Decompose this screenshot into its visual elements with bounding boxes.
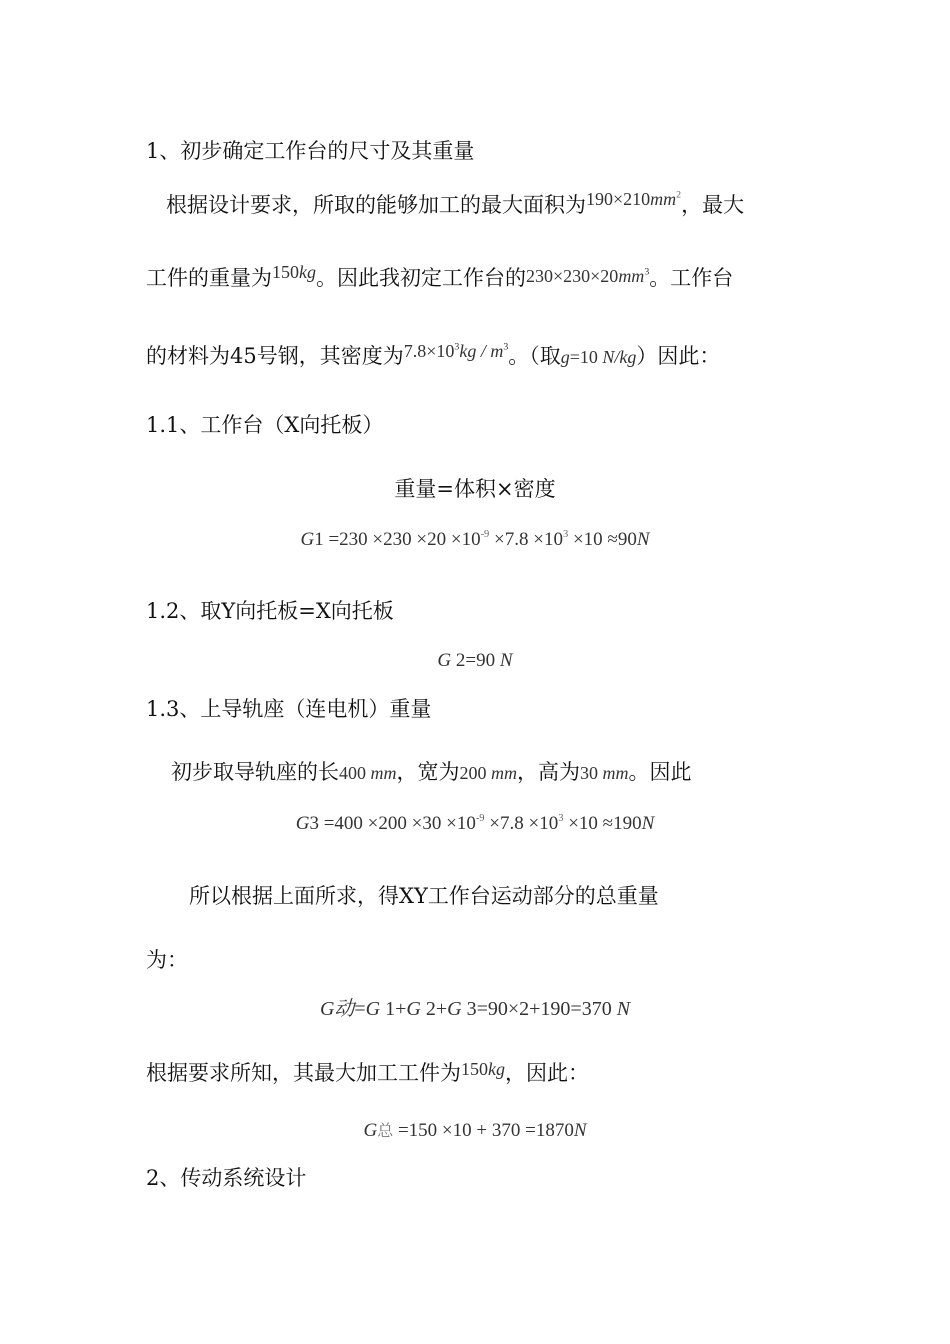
g-zong-symbol: G bbox=[363, 1120, 378, 1141]
g-dong-term-3: 3=90×2+190=370 bbox=[461, 998, 617, 1020]
paragraph-4-text-a: 初步取导轨座的长 bbox=[171, 760, 339, 784]
paragraph-6-text: 为： bbox=[146, 948, 188, 972]
g3-expression-c: ×10 ≈190 bbox=[563, 813, 642, 834]
g3-expression-b: ×7.8 ×10 bbox=[484, 813, 559, 834]
table-dimensions bbox=[526, 266, 649, 286]
dimensions-number: 230×230×20 bbox=[526, 266, 619, 286]
paragraph-2 bbox=[146, 264, 733, 293]
g-zong-expression: =150 ×10 + 370 =1870 bbox=[393, 1120, 574, 1141]
length-value bbox=[339, 763, 397, 783]
paragraph-7 bbox=[146, 1059, 589, 1088]
mass-unit: kg bbox=[299, 262, 316, 282]
gravity-symbol: g bbox=[560, 347, 570, 367]
paragraph-4-text-b: ，宽为 bbox=[396, 760, 460, 784]
height-unit: mm bbox=[602, 763, 629, 783]
g1-exponent-2: 3 bbox=[562, 529, 569, 541]
section-1-3-heading-text: 1.3、上导轨座（连电机）重量 bbox=[146, 697, 432, 721]
section-2-heading-text: 2、传动系统设计 bbox=[146, 1166, 307, 1190]
section-1-2-heading-text: 1.2、取Y向托板=X向托板 bbox=[146, 599, 394, 623]
g1-symbol: G bbox=[300, 529, 315, 550]
section-1-heading-text: 1、初步确定工作台的尺寸及其重量 bbox=[146, 139, 475, 163]
area-value bbox=[586, 189, 681, 209]
gravity-unit: N/kg bbox=[602, 347, 637, 367]
mass-number: 150 bbox=[272, 262, 299, 282]
paragraph-7-text-b: ，因此： bbox=[505, 1061, 589, 1085]
paragraph-1-text: 根据设计要求，所取的能够加工的最大面积为 bbox=[166, 193, 586, 217]
g3-exponent-2: 3 bbox=[558, 813, 564, 825]
g-dong-term-3-symbol: G bbox=[447, 998, 462, 1020]
section-1-3-heading bbox=[146, 695, 431, 723]
length-unit: mm bbox=[370, 763, 397, 783]
section-1-1-heading-text: 1.1、工作台（X向托板） bbox=[146, 413, 384, 437]
paragraph-5 bbox=[189, 882, 659, 910]
height-number: 30 bbox=[580, 763, 598, 783]
g-dong-term-1-symbol: G bbox=[365, 998, 381, 1020]
paragraph-3 bbox=[146, 342, 720, 371]
paragraph-3-text-a: 的材料为45号钢，其密度为 bbox=[146, 344, 404, 368]
density-exponent: 3 bbox=[454, 341, 460, 353]
g2-expression: 2=90 bbox=[451, 650, 500, 671]
g3-unit: N bbox=[641, 813, 655, 834]
paragraph-5-text: 所以根据上面所求，得XY工作台运动部分的总重量 bbox=[189, 884, 659, 908]
equation-g-zong bbox=[0, 1117, 950, 1146]
g3-exponent-1: -9 bbox=[475, 813, 485, 825]
paragraph-3-text-b: 。（取 bbox=[508, 344, 561, 368]
gravity-number: =10 bbox=[569, 347, 603, 367]
paragraph-2-text-b: 。因此我初定工作台的 bbox=[316, 266, 526, 290]
mass-value bbox=[272, 262, 316, 282]
g1-expression-c: ×10 ≈90 bbox=[568, 529, 637, 550]
paragraph-2-text-a: 工件的重量为 bbox=[146, 266, 272, 290]
g-zong-subscript: 总 bbox=[377, 1123, 394, 1140]
g-dong-term-2: 2+ bbox=[420, 998, 448, 1020]
equation-g-dong bbox=[0, 995, 950, 1023]
gravity-value bbox=[561, 347, 637, 367]
g3-expression-a: 3 =400 ×200 ×30 ×10 bbox=[309, 813, 476, 834]
g1-expression-a: 1 =230 ×230 ×20 ×10 bbox=[314, 529, 481, 550]
width-number: 200 bbox=[459, 763, 487, 783]
paragraph-3-text-c: ）因此： bbox=[636, 344, 721, 368]
section-1-1-heading bbox=[146, 411, 383, 439]
height-value bbox=[580, 763, 629, 783]
g2-unit: N bbox=[499, 650, 513, 671]
g3-symbol: G bbox=[295, 813, 310, 834]
width-value bbox=[460, 763, 518, 783]
dimensions-unit: mm bbox=[618, 266, 645, 286]
density-number: 7.8×10 bbox=[403, 341, 455, 361]
paragraph-7-text-a: 根据要求所知，其最大加工工件为 bbox=[146, 1061, 461, 1085]
paragraph-4-text-c: ，高为 bbox=[517, 760, 580, 784]
dimensions-exponent: 3 bbox=[644, 266, 650, 278]
g-dong-term-2-symbol: G bbox=[406, 998, 421, 1020]
area-number: 190×210 bbox=[586, 189, 651, 209]
paragraph-4-text-d: 。因此 bbox=[628, 760, 692, 784]
area-exponent: 2 bbox=[676, 189, 682, 201]
equation-g3 bbox=[0, 810, 950, 838]
g1-unit: N bbox=[636, 529, 650, 550]
section-1-2-heading bbox=[146, 597, 394, 625]
equation-g1 bbox=[0, 526, 950, 554]
section-2-heading bbox=[146, 1164, 306, 1192]
paragraph-6 bbox=[146, 946, 188, 974]
max-mass-value bbox=[461, 1059, 505, 1079]
max-mass-unit: kg bbox=[488, 1059, 505, 1079]
length-number: 400 bbox=[339, 763, 366, 783]
density-value bbox=[404, 341, 509, 361]
formula-label-text: 重量=体积×密度 bbox=[394, 477, 556, 501]
formula-label bbox=[0, 475, 950, 503]
g1-exponent-1: -9 bbox=[480, 529, 490, 541]
g-dong-unit: N bbox=[616, 998, 631, 1020]
g-dong-term-1: 1+ bbox=[380, 998, 407, 1020]
density-unit-exponent: 3 bbox=[503, 341, 509, 353]
g2-symbol: G bbox=[437, 650, 452, 671]
section-1-heading bbox=[146, 137, 474, 165]
g-zong-unit: N bbox=[573, 1120, 587, 1141]
density-unit: kg / m bbox=[459, 341, 504, 361]
max-mass-number: 150 bbox=[461, 1059, 488, 1079]
paragraph-2-text-c: 。工作台 bbox=[649, 266, 734, 290]
g1-expression-b: ×7.8 ×10 bbox=[489, 529, 563, 550]
paragraph-1 bbox=[166, 191, 744, 220]
g-dong-equals: = bbox=[354, 998, 366, 1020]
g-dong-symbol: G动 bbox=[319, 998, 355, 1020]
paragraph-1-tail: ，最大 bbox=[681, 193, 745, 217]
area-unit: mm bbox=[650, 189, 677, 209]
equation-g2 bbox=[0, 647, 950, 675]
width-unit: mm bbox=[491, 763, 517, 783]
paragraph-4 bbox=[171, 758, 692, 787]
